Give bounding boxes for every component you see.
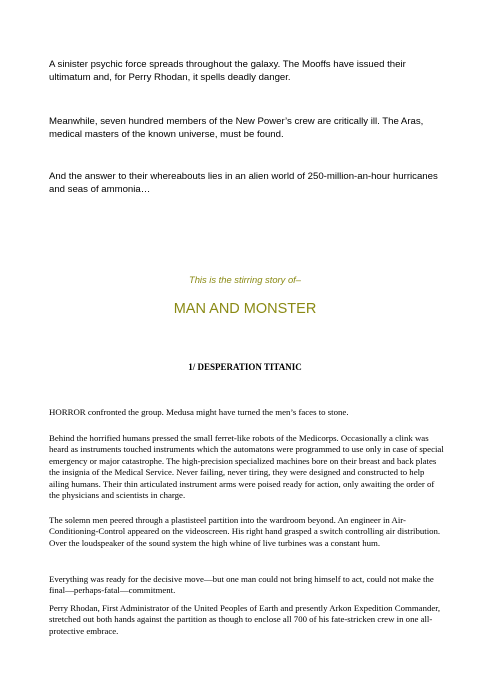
tagline: This is the stirring story of–	[188, 274, 301, 285]
chapter-heading: 1/ DESPERATION TITANIC	[188, 362, 302, 372]
blurb-paragraph: And the answer to their whereabouts lies in an alien world of 250-million-an-hour hurricanes and seas of ammonia…	[49, 171, 438, 195]
body-paragraph: Behind the horrified humans pressed the small ferret-like robots of the Medicorps. Occasionally a clink was heard as instruments touched instruments which the automatons were programmed to use only in case of special emergency or major catastrophe. The high-precision specialized machines bore on their breast and back plates the insignia of the Medical Service. Never failing, never tiring, they were designed and constructed to help ailing humans. Their thin articulated instrument arms were poised ready for action, only awaiting the order of the physicians and scientists in charge.	[49, 433, 444, 501]
body-paragraph: Perry Rhodan, First Administrator of the United Peoples of Earth and presently Arkon Expedition Commander, stretched out both hands against the partition as though to enclose all 700 of his fate-stricken crew in one all-protective embrace.	[49, 603, 441, 636]
body-paragraph: HORROR confronted the group. Medusa might have turned the men’s faces to stone.	[49, 407, 349, 417]
blurb-paragraph: A sinister psychic force spreads throughout the galaxy. The Mooffs have issued their ultimatum and, for Perry Rhodan, it spells deadly danger.	[49, 59, 406, 83]
body-paragraph: Everything was ready for the decisive move—but one man could not bring himself to act, could not make the final—perhaps-fatal—commitment.	[49, 574, 434, 596]
blurb-paragraph: Meanwhile, seven hundred members of the New Power’s crew are critically ill. The Aras, medical masters of the known universe, must be found.	[49, 116, 424, 140]
book-title: MAN AND MONSTER	[173, 301, 317, 317]
body-paragraph: The solemn men peered through a plastisteel partition into the wardroom beyond. An engineer in Air-Conditioning-Control appeared on the videoscreen. His right hand grasped a switch controlling air distribution. Over the loudspeaker of the sound system the high whine of live turbines was a constant hum.	[49, 515, 441, 548]
